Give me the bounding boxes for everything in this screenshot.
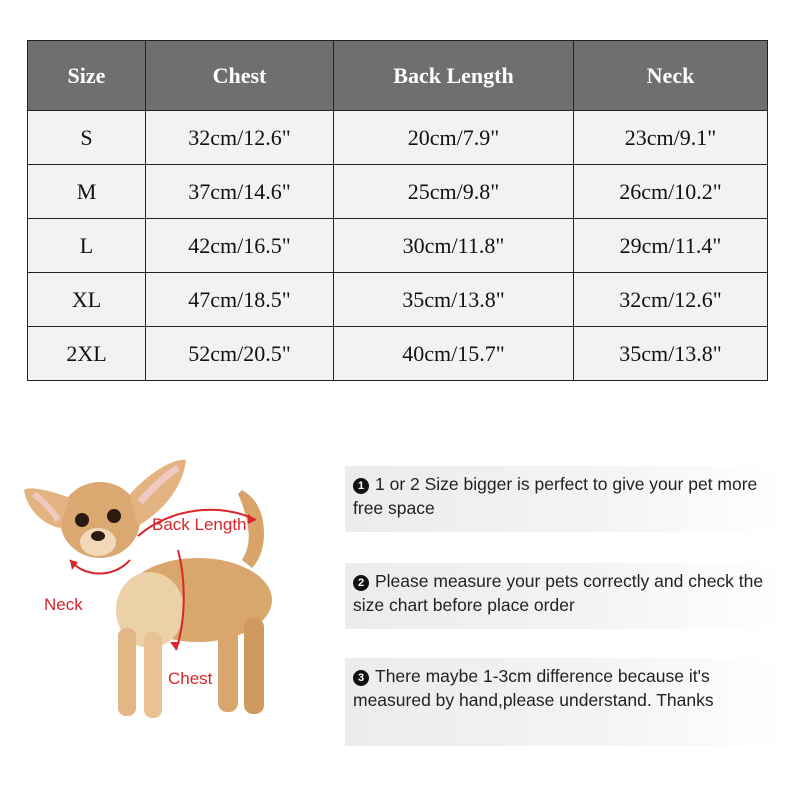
chest-label: Chest (168, 669, 213, 688)
dog-eye-left (75, 513, 89, 527)
table-header-row (28, 41, 768, 111)
chest-cell: 37cm/14.6" (146, 165, 334, 219)
back-length-cell: 35cm/13.8" (334, 273, 574, 327)
note-3-text: There maybe 1-3cm difference because it's measured by hand,please understand. Thanks (353, 666, 714, 710)
dog-measurement-diagram (20, 450, 320, 750)
table-row (28, 327, 768, 381)
size-cell: XL (28, 273, 146, 327)
neck-cell: 29cm/11.4" (574, 219, 768, 273)
chest-cell: 52cm/20.5" (146, 327, 334, 381)
dog-illustration (20, 450, 320, 750)
dog-eye-right (107, 509, 121, 523)
chest-cell: 42cm/16.5" (146, 219, 334, 273)
neck-cell: 23cm/9.1" (574, 111, 768, 165)
header-neck: Neck (574, 41, 768, 111)
back-length-cell: 20cm/7.9" (334, 111, 574, 165)
note-2-text: Please measure your pets correctly and check the size chart before place order (353, 571, 764, 615)
dog-leg-back-left (218, 622, 238, 712)
number-2-icon: 2 (353, 575, 369, 591)
neck-cell: 35cm/13.8" (574, 327, 768, 381)
size-chart-table (27, 40, 768, 381)
dog-leg-front-right (144, 632, 162, 718)
back-length-label: Back Length (152, 515, 247, 534)
dog-nose (91, 531, 105, 541)
back-length-cell: 25cm/9.8" (334, 165, 574, 219)
neck-cell: 26cm/10.2" (574, 165, 768, 219)
chest-cell: 32cm/12.6" (146, 111, 334, 165)
chest-arrow (170, 642, 180, 650)
size-cell: S (28, 111, 146, 165)
note-1-text: 1 or 2 Size bigger is perfect to give your pet more free space (353, 474, 758, 518)
size-cell: L (28, 219, 146, 273)
note-2 (345, 563, 783, 629)
neck-cell: 32cm/12.6" (574, 273, 768, 327)
note-1 (345, 466, 783, 532)
table-row (28, 273, 768, 327)
header-chest: Chest (146, 41, 334, 111)
back-length-cell: 30cm/11.8" (334, 219, 574, 273)
neck-label: Neck (44, 595, 83, 614)
note-3 (345, 658, 783, 746)
header-size: Size (28, 41, 146, 111)
back-length-cell: 40cm/15.7" (334, 327, 574, 381)
table-row (28, 165, 768, 219)
size-cell: 2XL (28, 327, 146, 381)
dog-leg-back-right (244, 618, 264, 714)
neck-line (70, 560, 130, 574)
size-cell: M (28, 165, 146, 219)
chest-cell: 47cm/18.5" (146, 273, 334, 327)
table-row (28, 219, 768, 273)
neck-arrow (70, 560, 78, 570)
header-back-length: Back Length (334, 41, 574, 111)
dog-leg-front-left (118, 628, 136, 716)
number-1-icon: 1 (353, 478, 369, 494)
table-row (28, 111, 768, 165)
number-3-icon: 3 (353, 670, 369, 686)
